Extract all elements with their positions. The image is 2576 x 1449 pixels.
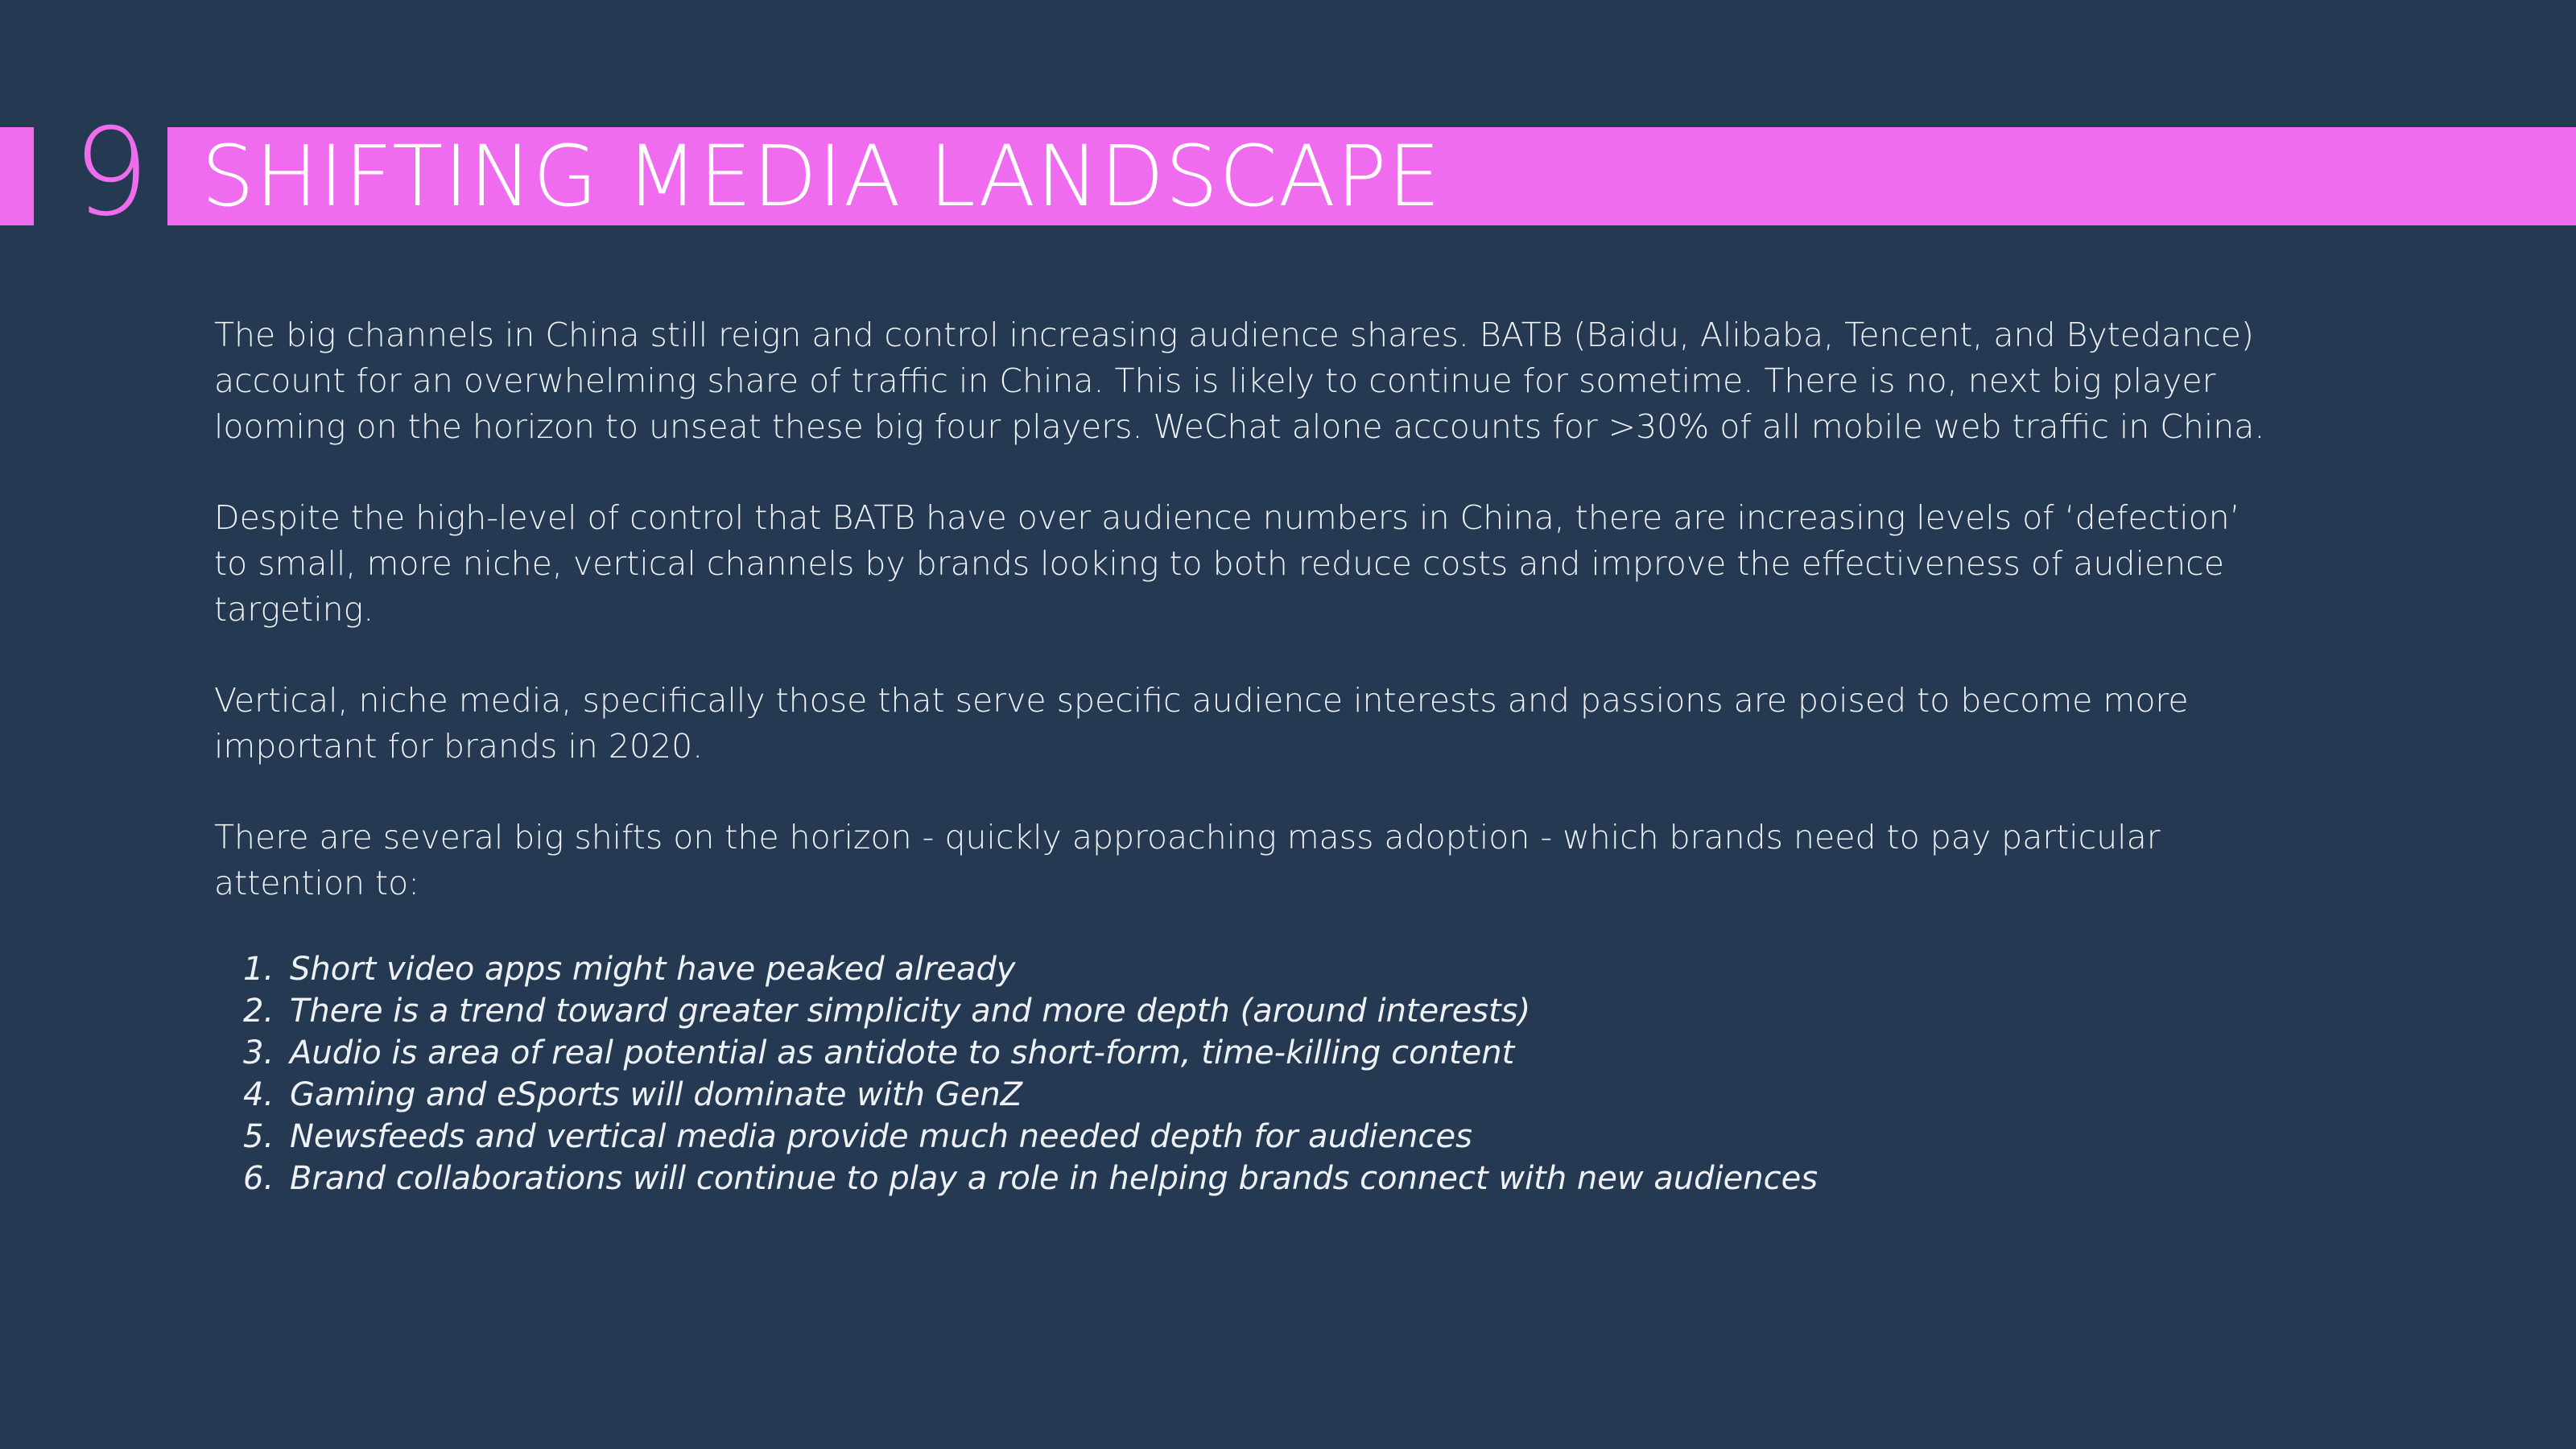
list-item [214, 1032, 2283, 1074]
list-item [214, 1158, 2283, 1199]
list-item-number: 2. [243, 993, 275, 1030]
list-item-number: 1. [243, 951, 275, 988]
list-item-number: 4. [243, 1076, 275, 1113]
paragraph-defection: Despite the high-level of control that BATB have over audience numbers in China, there are increasing levels of ‘defection’ to small, more niche, vertical channels by brands looking to both reduce costs and improve the effectiveness of audience targeting. [214, 498, 2240, 629]
slide-title: SHIFTING MEDIA LANDSCAPE [201, 127, 1442, 225]
paragraph-batb-dominance: The big channels in China still reign and control increasing audience shares. BATB (Baidu, Alibaba, Tencent, and Bytedance) account for an overwhelming share of traffic in China. This is likely to continue for sometime. There is no, next big player looming on the horizon to unseat these big four players. WeChat alone accounts for >30% of all mobile web traffic in China. [214, 316, 2265, 446]
list-item-text: Newsfeeds and vertical media provide much needed depth for audiences [290, 1118, 1472, 1155]
list-item-text: There is a trend toward greater simplicity and more depth (around interests) [290, 993, 1531, 1030]
list-item [214, 948, 2283, 990]
slide-number: 9 [72, 103, 147, 243]
list-item-text: Brand collaborations will continue to play a role in helping brands connect with new audiences [290, 1160, 1818, 1197]
list-item-text: Audio is area of real potential as antidote to short-form, time-killing content [290, 1034, 1515, 1071]
accent-band-left [0, 127, 34, 225]
list-item-number: 3. [243, 1034, 275, 1071]
list-item [214, 1074, 2283, 1116]
list-item-number: 5. [243, 1118, 275, 1155]
list-item-text: Gaming and eSports will dominate with GenZ [290, 1076, 1023, 1113]
list-item-number: 6. [243, 1160, 275, 1197]
paragraph-vertical-media: Vertical, niche media, specifically those that serve specific audience interests and passions are poised to become more important for brands in 2020. [214, 681, 2189, 766]
shifts-list [214, 948, 2283, 1199]
list-item [214, 1116, 2283, 1158]
list-item [214, 990, 2283, 1032]
slide-body [214, 312, 2283, 1199]
paragraph-big-shifts: There are several big shifts on the horizon - quickly approaching mass adoption - which brands need to pay particular attention to: [214, 818, 2161, 902]
list-item-text: Short video apps might have peaked already [290, 951, 1016, 988]
